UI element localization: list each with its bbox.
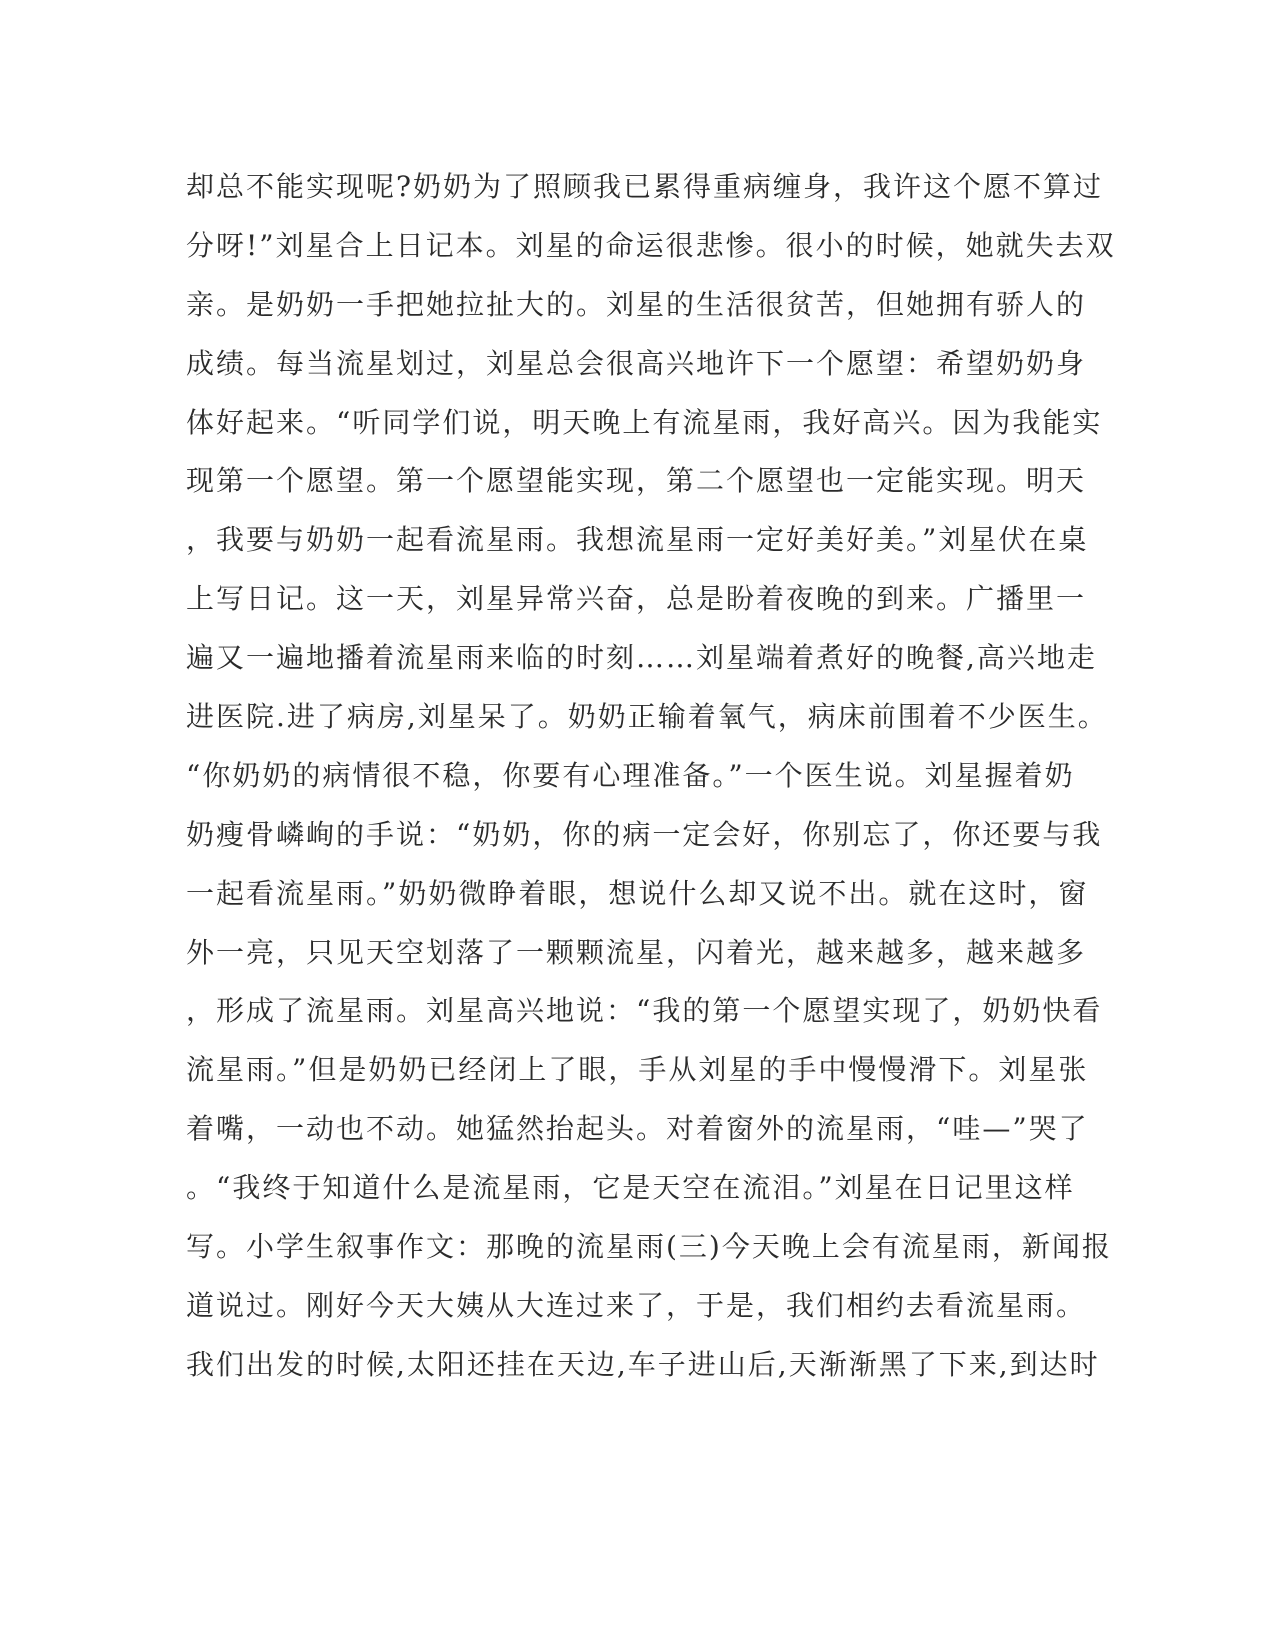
text-line: 奶瘦骨嶙峋的手说：“奶奶，你的病一定会好，你别忘了，你还要与我 xyxy=(186,817,1103,851)
text-line: 一起看流星雨。”奶奶微睁着眼，想说什么却又说不出。就在这时，窗 xyxy=(186,876,1089,910)
text-line: 体好起来。“听同学们说，明天晚上有流星雨，我好高兴。因为我能实 xyxy=(186,405,1103,439)
text-line: 我们出发的时候,太阳还挂在天边,车子进山后,天渐渐黑了下来,到达时 xyxy=(186,1347,1100,1381)
text-line: 遍又一遍地播着流星雨来临的时刻……刘星端着煮好的晚餐,高兴地走 xyxy=(186,641,1097,675)
text-line: 着嘴，一动也不动。她猛然抬起头。对着窗外的流星雨，“哇—”哭了 xyxy=(186,1112,1089,1146)
text-line: ，我要与奶奶一起看流星雨。我想流星雨一定好美好美。”刘星伏在桌 xyxy=(186,523,1089,557)
body-text xyxy=(186,158,1116,1395)
text-line: 进医院.进了病房,刘星呆了。奶奶正输着氧气，病床前围着不少医生。 xyxy=(186,700,1108,734)
text-line: 流星雨。”但是奶奶已经闭上了眼，手从刘星的手中慢慢滑下。刘星张 xyxy=(186,1053,1089,1087)
text-line: 分呀!”刘星合上日记本。刘星的命运很悲惨。很小的时候，她就失去双 xyxy=(186,228,1116,262)
text-line: 上写日记。这一天，刘星异常兴奋，总是盼着夜晚的到来。广播里一 xyxy=(186,582,1087,616)
text-line: “你奶奶的病情很不稳，你要有心理准备。”一个医生说。刘星握着奶 xyxy=(186,758,1075,792)
text-line: 道说过。刚好今天大姨从大连过来了，于是，我们相约去看流星雨。 xyxy=(186,1288,1087,1322)
text-line: ，形成了流星雨。刘星高兴地说：“我的第一个愿望实现了，奶奶快看 xyxy=(186,994,1103,1028)
text-line: 写。小学生叙事作文：那晚的流星雨(三)今天晚上会有流星雨，新闻报 xyxy=(186,1230,1112,1264)
text-line: 成绩。每当流星划过，刘星总会很高兴地许下一个愿望：希望奶奶身 xyxy=(186,346,1087,380)
text-line: 亲。是奶奶一手把她拉扯大的。刘星的生活很贫苦，但她拥有骄人的 xyxy=(186,287,1087,321)
text-line: 。“我终于知道什么是流星雨，它是天空在流泪。”刘星在日记里这样 xyxy=(186,1171,1075,1205)
text-line: 却总不能实现呢?奶奶为了照顾我已累得重病缠身，我许这个愿不算过 xyxy=(186,170,1104,203)
text-line: 现第一个愿望。第一个愿望能实现，第二个愿望也一定能实现。明天 xyxy=(186,464,1087,498)
text-line: 外一亮，只见天空划落了一颗颗流星，闪着光，越来越多，越来越多 xyxy=(186,935,1087,969)
